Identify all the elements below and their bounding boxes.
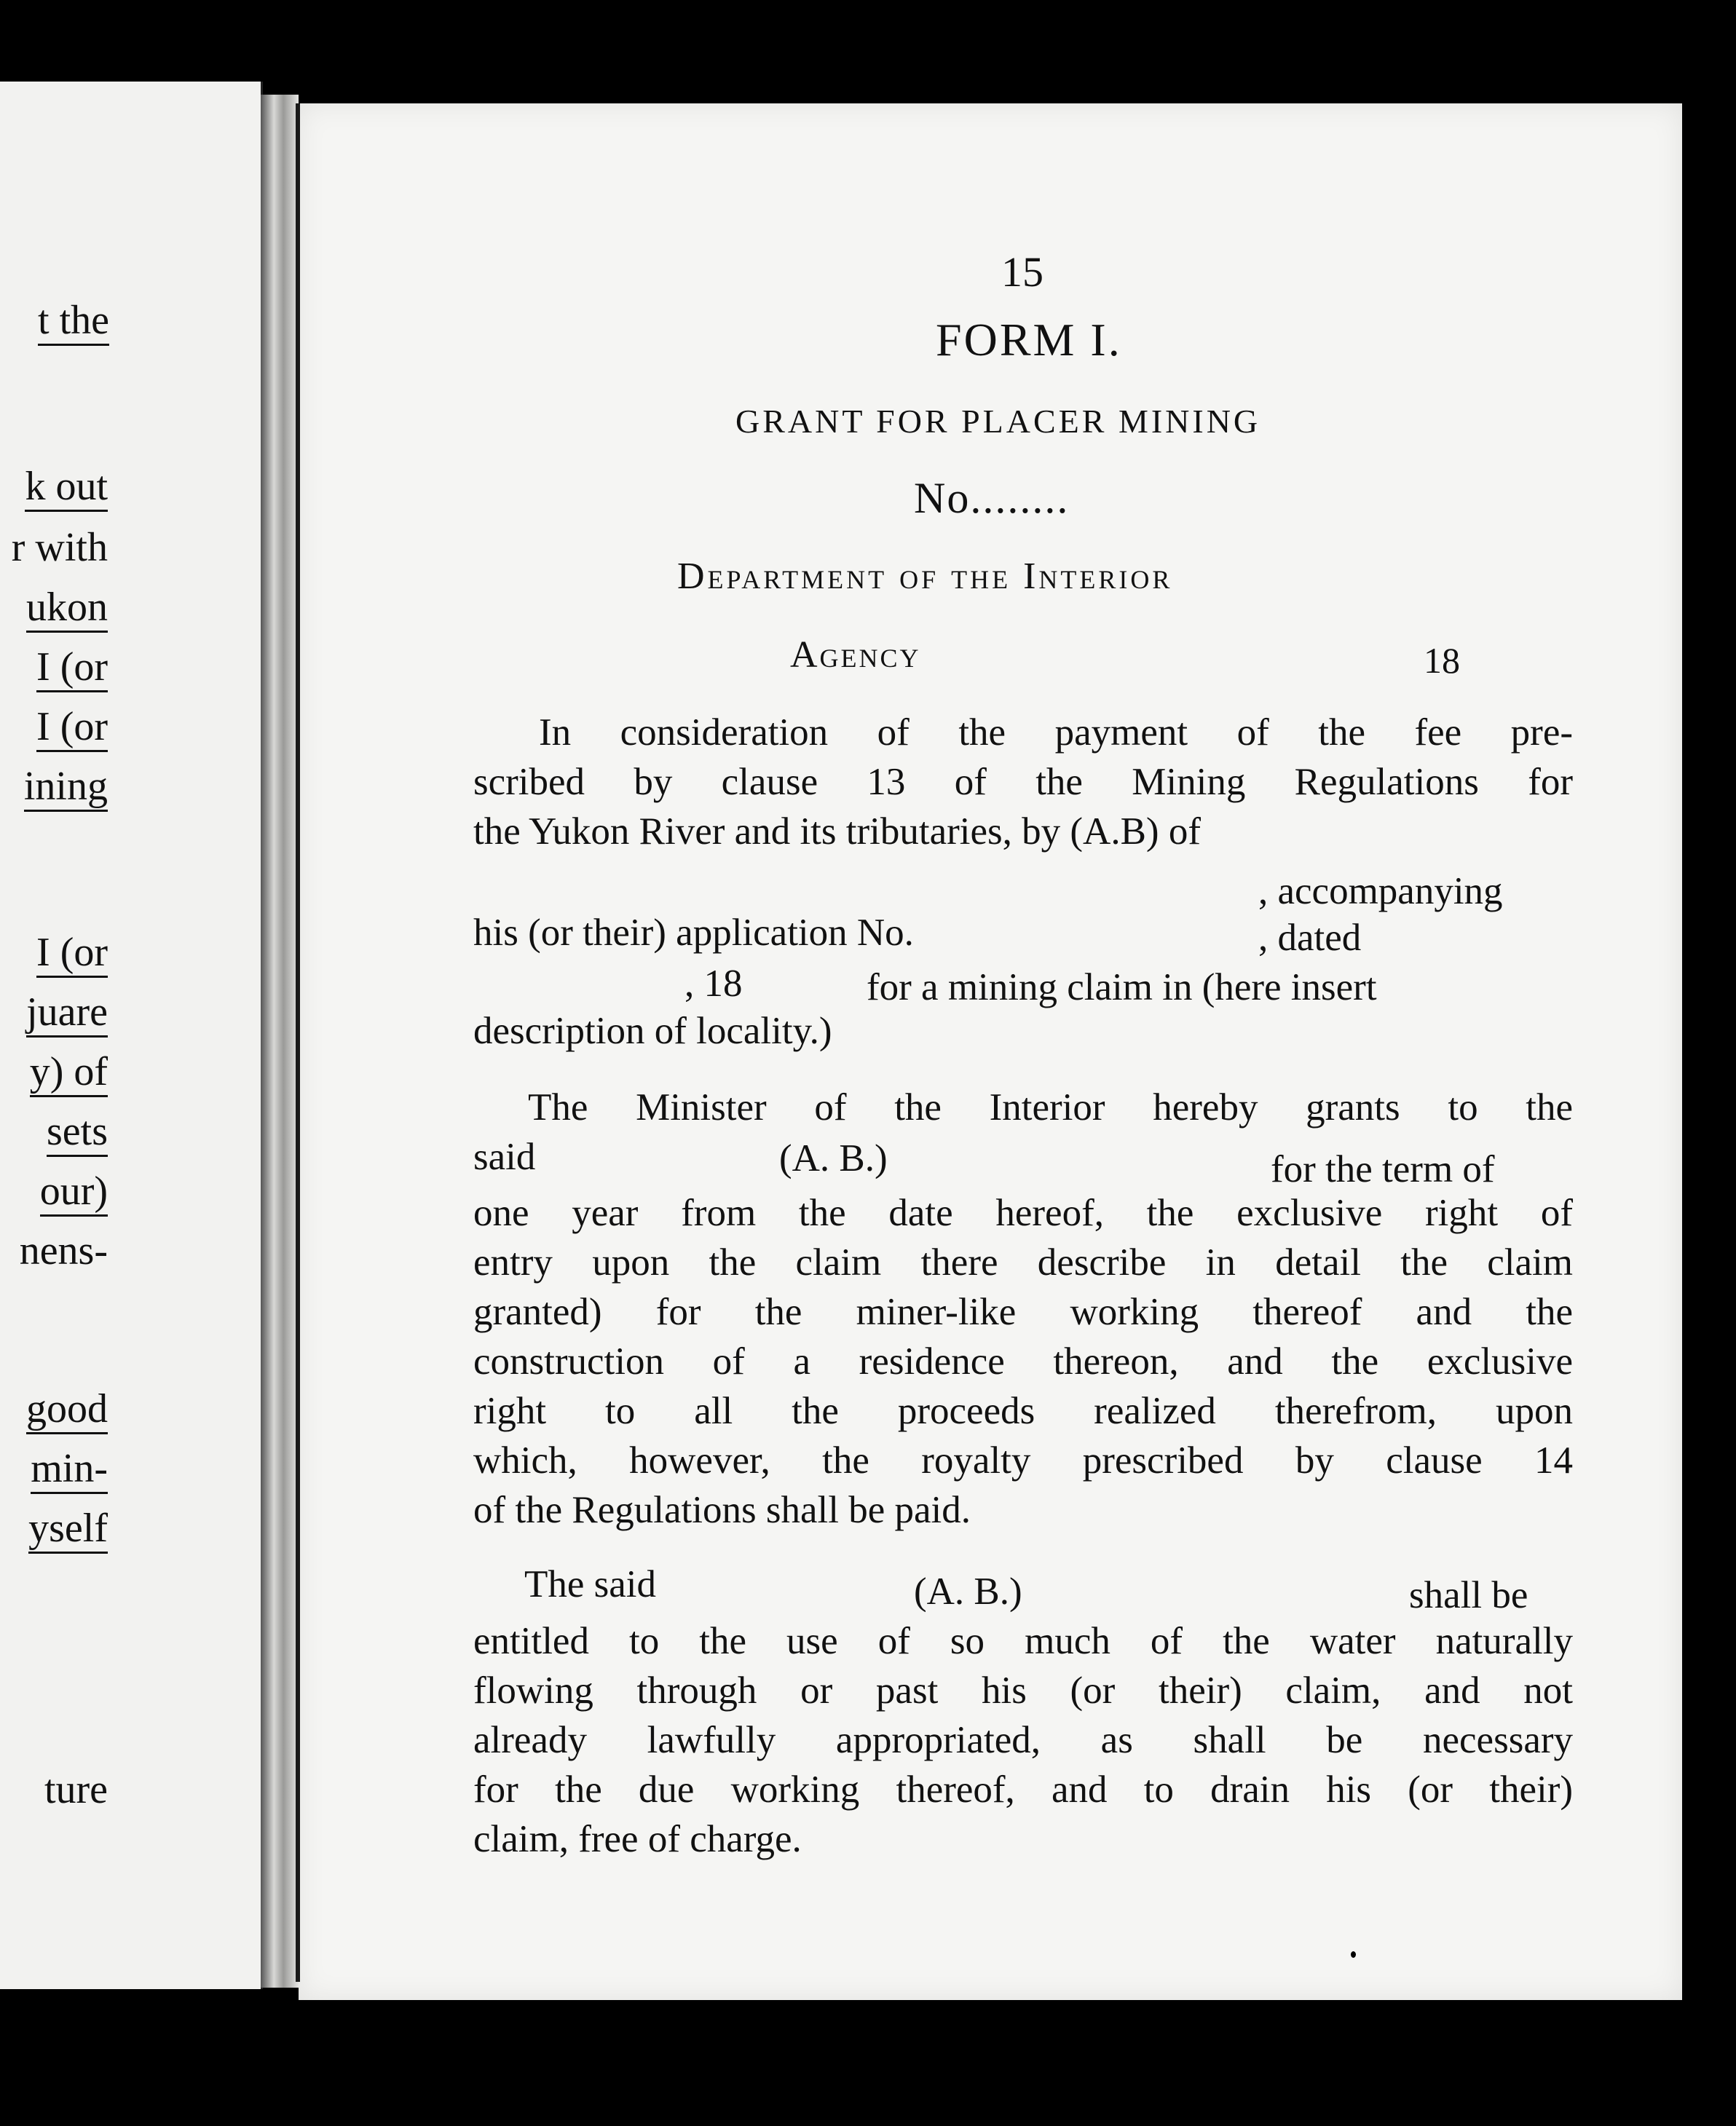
left-text-fragment: ukon — [26, 587, 108, 633]
paragraph-line: description of locality.) — [473, 1010, 832, 1052]
page-fold — [296, 103, 300, 1982]
agency-year: 18 — [1424, 640, 1460, 681]
left-text-fragment: y) of — [30, 1051, 108, 1097]
paragraph-line: already lawfully appropriated, as shall be necessary — [473, 1719, 1573, 1761]
left-text-fragment: yself — [28, 1508, 108, 1554]
paragraph-line: , accompanying — [1258, 870, 1503, 912]
left-text-fragment: juare — [26, 992, 108, 1038]
department-heading: Department of the Interior — [677, 556, 1173, 597]
ink-speck — [1351, 1951, 1356, 1958]
paragraph-line: the Yukon River and its tributaries, by (A.B) of — [473, 810, 1201, 853]
grant-heading: GRANT FOR PLACER MINING — [735, 403, 1261, 440]
page-number: 15 — [1001, 248, 1043, 296]
paragraph-line: In consideration of the payment of the fee pre- — [539, 711, 1573, 754]
paragraph-line: (A. B.) — [914, 1570, 1022, 1613]
paragraph-line: entry upon the claim there describe in detail the claim — [473, 1241, 1573, 1284]
paragraph-line: flowing through or past his (or their) claim, and not — [473, 1669, 1573, 1712]
left-text-fragment: sets — [47, 1111, 108, 1157]
paragraph-line: , dated — [1258, 917, 1362, 959]
paragraph-line: , 18 — [684, 963, 743, 1005]
paragraph-line: (A. B.) — [779, 1137, 888, 1179]
paragraph-line: his (or their) application No. — [473, 912, 914, 954]
left-text-fragment: r with — [11, 525, 108, 570]
form-title: FORM I. — [936, 314, 1122, 365]
paragraph-line: which, however, the royalty prescribed by clause 14 — [473, 1439, 1573, 1482]
paragraph-line: for the due working thereof, and to drain his (or their) — [473, 1769, 1573, 1811]
left-text-fragment: our) — [40, 1171, 108, 1217]
left-text-fragment: I (or — [36, 932, 108, 978]
left-text-fragment: k out — [25, 466, 108, 512]
paragraph-line: scribed by clause 13 of the Mining Regulations for — [473, 761, 1573, 803]
paragraph-line: one year from the date hereof, the exclusive right of — [473, 1192, 1573, 1234]
paragraph-line: The said — [524, 1563, 657, 1605]
left-text-fragment: nens- — [19, 1228, 108, 1273]
agency-label: Agency — [790, 634, 921, 676]
paragraph-line: for the term of — [1271, 1148, 1495, 1190]
left-text-fragment: good — [26, 1388, 108, 1434]
grant-number-line: No........ — [914, 474, 1070, 522]
paragraph-line: construction of a residence thereon, and the exclusive — [473, 1340, 1573, 1383]
left-text-fragment: I (or — [36, 647, 108, 692]
left-text-fragment: t the — [38, 300, 109, 346]
paragraph-line: claim, free of charge. — [473, 1818, 802, 1860]
left-page — [0, 82, 263, 1989]
left-text-fragment: I (or — [36, 706, 108, 752]
left-text-fragment: ture — [44, 1767, 108, 1812]
paragraph-line: entitled to the use of so much of the water naturally — [473, 1620, 1573, 1662]
paragraph-line: right to all the proceeds realized therefrom, upon — [473, 1390, 1573, 1432]
paragraph-line: granted) for the miner-like working thereof and the — [473, 1291, 1573, 1333]
left-text-fragment: ining — [24, 766, 108, 812]
paragraph-line: shall be — [1409, 1574, 1528, 1616]
paragraph-line: The Minister of the Interior hereby grants to the — [528, 1086, 1573, 1129]
ink-speck — [433, 9, 438, 13]
book-gutter — [261, 95, 299, 1988]
left-text-fragment: min- — [31, 1448, 108, 1494]
paragraph-line: of the Regulations shall be paid. — [473, 1489, 971, 1531]
paragraph-line: said — [473, 1136, 536, 1178]
paragraph-line: for a mining claim in (here insert — [867, 966, 1377, 1008]
